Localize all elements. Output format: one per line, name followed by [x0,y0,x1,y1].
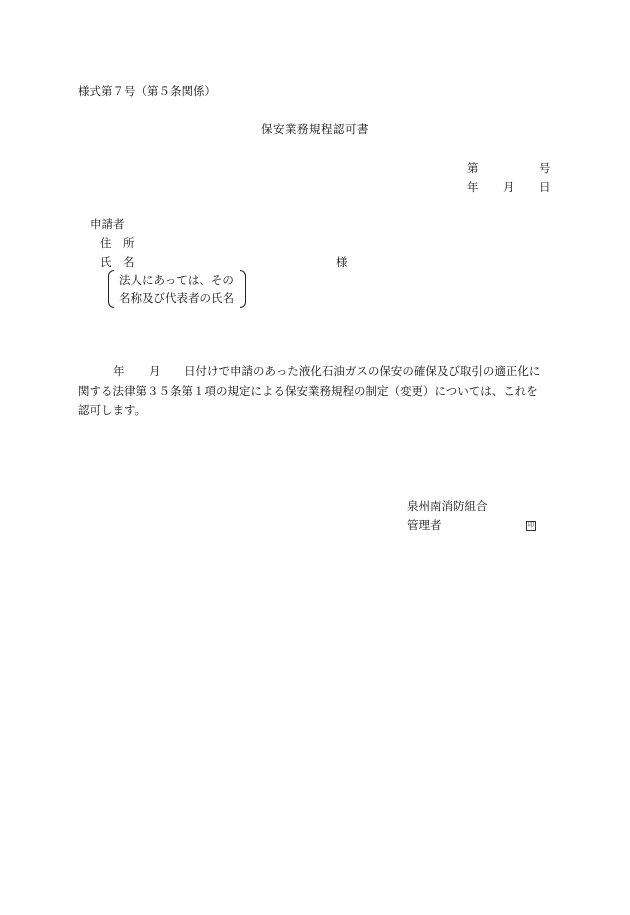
bracket-left [108,270,114,308]
body-line1: 日付けで申請のあった液化石油ガスの保安の確保及び取引の適正化に [184,364,541,378]
date-day: 日 [539,180,551,194]
seal-stamp: 印 [527,522,534,529]
body-line2: 関する法律第３５条第１項の規定による保安業務規程の制定（変更）については、これを [78,384,538,398]
number-dai: 第 [467,161,479,175]
date-month: 月 [503,180,515,194]
date-year: 年 [467,180,479,194]
bracket-right [240,270,246,308]
applicant-heading: 申請者 [90,217,125,231]
issuer-manager-label: 管理者 [407,518,442,532]
document-title: 保安業務規程認可書 [261,122,369,136]
name-label: 氏 名 [100,255,135,269]
body-line3: 認可します。 [78,403,147,417]
address-label: 住 所 [100,236,135,250]
issuer-organization: 泉州南消防組合 [407,499,488,513]
body-year: 年 [113,364,125,378]
corporate-note [108,270,246,308]
corp-note-line2: 名称及び代表者の氏名 [119,291,234,305]
number-go: 号 [539,161,551,175]
corp-note-line1: 法人にあっては、その [119,273,234,287]
body-month: 月 [149,364,161,378]
form-label: 様式第７号（第５条関係） [78,84,216,98]
sama-suffix: 様 [336,255,348,269]
